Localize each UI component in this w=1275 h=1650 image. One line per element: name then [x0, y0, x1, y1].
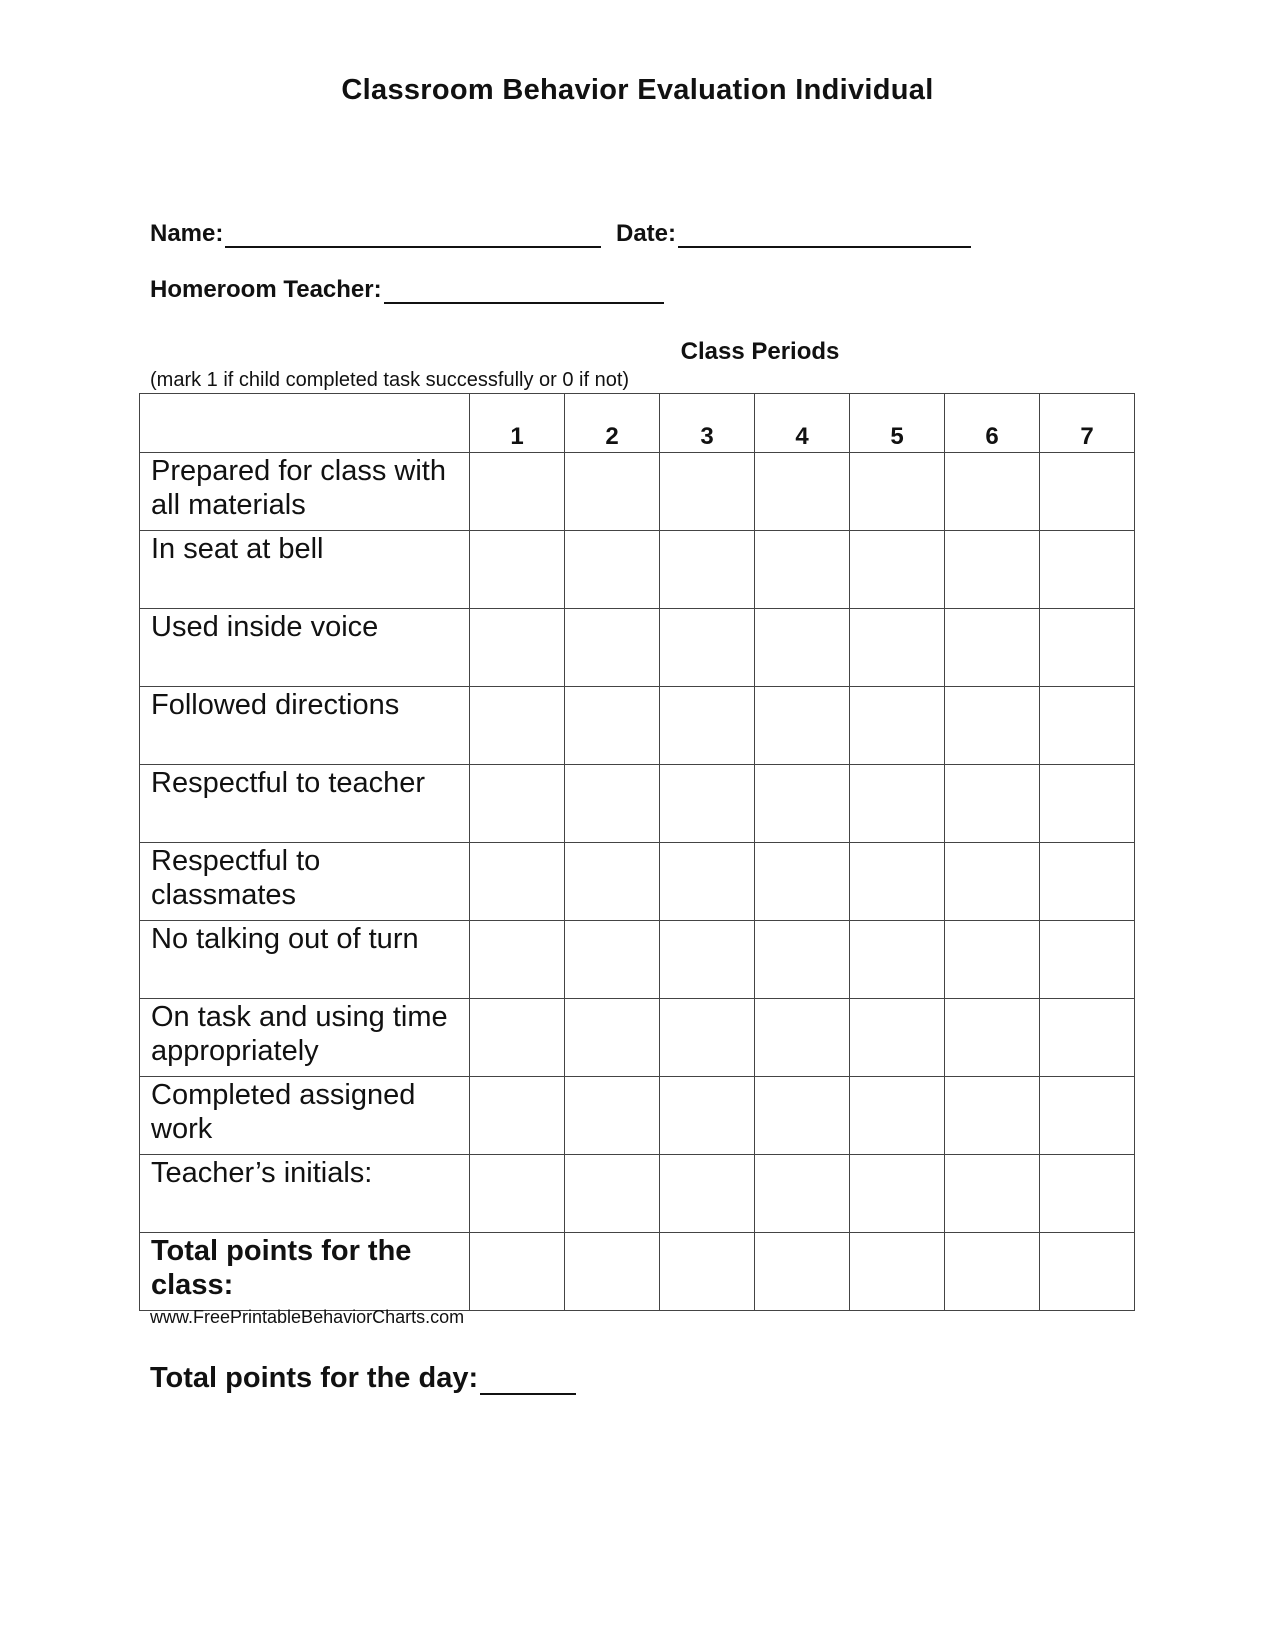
score-cell-period-5[interactable]: [850, 843, 945, 921]
task-label: Completed assigned work: [140, 1077, 470, 1155]
score-cell-period-1[interactable]: [470, 843, 565, 921]
score-cell-period-3[interactable]: [660, 921, 755, 999]
score-cell-period-1[interactable]: [470, 921, 565, 999]
score-cell-period-2[interactable]: [565, 1155, 660, 1233]
period-header-5: 5: [850, 394, 945, 453]
score-cell-period-4[interactable]: [755, 1077, 850, 1155]
evaluation-table: [139, 393, 1135, 1311]
score-cell-period-4[interactable]: [755, 1233, 850, 1311]
name-blank[interactable]: [225, 222, 601, 248]
table-row: [140, 843, 1135, 921]
date-blank[interactable]: [678, 222, 971, 248]
score-cell-period-1[interactable]: [470, 609, 565, 687]
score-cell-period-3[interactable]: [660, 1077, 755, 1155]
score-cell-period-1[interactable]: [470, 1233, 565, 1311]
score-cell-period-5[interactable]: [850, 531, 945, 609]
score-cell-period-6[interactable]: [945, 843, 1040, 921]
score-cell-period-6[interactable]: [945, 453, 1040, 531]
name-field: [150, 220, 601, 248]
score-cell-period-2[interactable]: [565, 531, 660, 609]
score-cell-period-2[interactable]: [565, 1233, 660, 1311]
teacher-label: Homeroom Teacher:: [150, 276, 382, 303]
score-cell-period-3[interactable]: [660, 843, 755, 921]
period-header-2: 2: [565, 394, 660, 453]
score-cell-period-5[interactable]: [850, 1233, 945, 1311]
score-cell-period-2[interactable]: [565, 453, 660, 531]
table-row: [140, 1233, 1135, 1311]
period-header-3: 3: [660, 394, 755, 453]
score-cell-period-1[interactable]: [470, 765, 565, 843]
table-header-row: [140, 394, 1135, 453]
score-cell-period-1[interactable]: [470, 1077, 565, 1155]
score-cell-period-2[interactable]: [565, 609, 660, 687]
score-cell-period-7[interactable]: [1040, 1155, 1135, 1233]
task-label: On task and using time appropriately: [140, 999, 470, 1077]
period-header-4: 4: [755, 394, 850, 453]
score-cell-period-7[interactable]: [1040, 765, 1135, 843]
score-cell-period-7[interactable]: [1040, 999, 1135, 1077]
score-cell-period-4[interactable]: [755, 1155, 850, 1233]
score-cell-period-5[interactable]: [850, 999, 945, 1077]
task-label: Followed directions: [140, 687, 470, 765]
score-cell-period-6[interactable]: [945, 999, 1040, 1077]
score-cell-period-3[interactable]: [660, 1233, 755, 1311]
table-row: [140, 687, 1135, 765]
task-label: Teacher’s initials:: [140, 1155, 470, 1233]
score-cell-period-4[interactable]: [755, 531, 850, 609]
task-label: No talking out of turn: [140, 921, 470, 999]
task-label: Respectful to classmates: [140, 843, 470, 921]
score-cell-period-7[interactable]: [1040, 1077, 1135, 1155]
score-cell-period-6[interactable]: [945, 531, 1040, 609]
score-cell-period-2[interactable]: [565, 921, 660, 999]
score-cell-period-4[interactable]: [755, 765, 850, 843]
name-label: Name:: [150, 220, 224, 247]
score-cell-period-3[interactable]: [660, 453, 755, 531]
score-cell-period-5[interactable]: [850, 921, 945, 999]
score-cell-period-1[interactable]: [470, 687, 565, 765]
task-label: Prepared for class with all materials: [140, 453, 470, 531]
score-cell-period-7[interactable]: [1040, 1233, 1135, 1311]
page-title: Classroom Behavior Evaluation Individual: [341, 74, 934, 106]
score-cell-period-1[interactable]: [470, 999, 565, 1077]
score-cell-period-7[interactable]: [1040, 531, 1135, 609]
score-cell-period-4[interactable]: [755, 921, 850, 999]
score-cell-period-3[interactable]: [660, 1155, 755, 1233]
score-cell-period-3[interactable]: [660, 531, 755, 609]
score-cell-period-7[interactable]: [1040, 453, 1135, 531]
table-row: [140, 999, 1135, 1077]
class-periods-heading: Class Periods: [680, 338, 840, 365]
teacher-field: [150, 276, 664, 304]
score-cell-period-1[interactable]: [470, 453, 565, 531]
period-header-6: 6: [945, 394, 1040, 453]
task-label: Respectful to teacher: [140, 765, 470, 843]
score-cell-period-2[interactable]: [565, 999, 660, 1077]
score-cell-period-3[interactable]: [660, 687, 755, 765]
score-cell-period-6[interactable]: [945, 609, 1040, 687]
score-cell-period-7[interactable]: [1040, 687, 1135, 765]
score-cell-period-4[interactable]: [755, 999, 850, 1077]
score-cell-period-2[interactable]: [565, 765, 660, 843]
table-row: [140, 453, 1135, 531]
score-cell-period-3[interactable]: [660, 609, 755, 687]
date-label: Date:: [616, 220, 677, 247]
score-cell-period-1[interactable]: [470, 1155, 565, 1233]
website-footer: www.FreePrintableBehaviorCharts.com: [150, 1307, 465, 1327]
date-field: [616, 220, 971, 248]
score-cell-period-3[interactable]: [660, 999, 755, 1077]
score-cell-period-7[interactable]: [1040, 921, 1135, 999]
score-cell-period-2[interactable]: [565, 843, 660, 921]
score-cell-period-4[interactable]: [755, 453, 850, 531]
day-total-field: [150, 1362, 576, 1395]
score-cell-period-6[interactable]: [945, 765, 1040, 843]
table-row: [140, 1155, 1135, 1233]
score-cell-period-3[interactable]: [660, 765, 755, 843]
score-cell-period-2[interactable]: [565, 1077, 660, 1155]
score-cell-period-5[interactable]: [850, 609, 945, 687]
score-cell-period-5[interactable]: [850, 765, 945, 843]
score-cell-period-6[interactable]: [945, 1233, 1040, 1311]
period-header-7: 7: [1040, 394, 1135, 453]
score-cell-period-5[interactable]: [850, 453, 945, 531]
header-blank-cell: [140, 394, 470, 453]
score-cell-period-7[interactable]: [1040, 843, 1135, 921]
score-cell-period-5[interactable]: [850, 1077, 945, 1155]
score-cell-period-7[interactable]: [1040, 609, 1135, 687]
table-row: [140, 609, 1135, 687]
task-label: Used inside voice: [140, 609, 470, 687]
score-cell-period-4[interactable]: [755, 609, 850, 687]
score-cell-period-5[interactable]: [850, 687, 945, 765]
task-label: Total points for the class:: [140, 1233, 470, 1311]
score-cell-period-6[interactable]: [945, 1077, 1040, 1155]
table-row: [140, 531, 1135, 609]
teacher-blank[interactable]: [384, 278, 664, 304]
day-total-label: Total points for the day:: [150, 1362, 479, 1394]
period-header-1: 1: [470, 394, 565, 453]
table-row: [140, 921, 1135, 999]
instructions-text: (mark 1 if child completed task successfully or 0 if not): [150, 369, 630, 391]
score-cell-period-6[interactable]: [945, 921, 1040, 999]
table-row: [140, 765, 1135, 843]
score-cell-period-1[interactable]: [470, 531, 565, 609]
score-cell-period-4[interactable]: [755, 843, 850, 921]
score-cell-period-5[interactable]: [850, 1155, 945, 1233]
table-row: [140, 1077, 1135, 1155]
score-cell-period-2[interactable]: [565, 687, 660, 765]
score-cell-period-6[interactable]: [945, 1155, 1040, 1233]
score-cell-period-4[interactable]: [755, 687, 850, 765]
task-label: In seat at bell: [140, 531, 470, 609]
score-cell-period-6[interactable]: [945, 687, 1040, 765]
day-total-blank[interactable]: [480, 1365, 576, 1395]
